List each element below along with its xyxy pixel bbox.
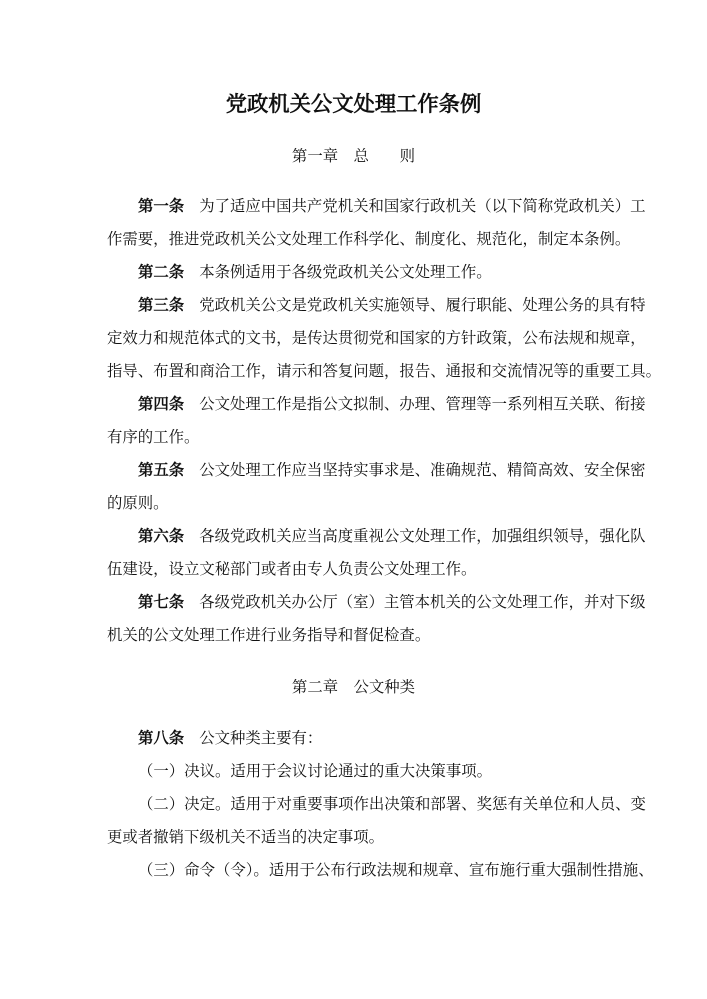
line-text: 党政机关公文是党政机关实施领导、履行职能、处理公务的具有特 (199, 296, 646, 314)
document-body (107, 140, 662, 887)
line-text: 伍建设，设立文秘部门或者由专人负责公文处理工作。 (107, 560, 477, 578)
text-line (107, 454, 646, 487)
text-line (107, 289, 646, 322)
article-label: 第二条 (138, 263, 185, 281)
text-line (107, 388, 646, 421)
article-paragraph (107, 388, 646, 454)
article-paragraph (107, 289, 662, 388)
text-line (107, 821, 600, 854)
article-paragraph (107, 256, 600, 289)
text-line (107, 553, 600, 586)
article-paragraph (107, 520, 646, 586)
document-title: 党政机关公文处理工作条例 (225, 92, 482, 117)
line-text: 公文种类主要有： (199, 729, 323, 747)
article-paragraph (107, 722, 600, 755)
text-line (107, 421, 600, 454)
article-label: 第六条 (138, 527, 185, 545)
article-label: 第一条 (138, 197, 185, 215)
line-text: （一）决议。适用于会议讨论通过的重大决策事项。 (138, 762, 492, 780)
text-line (107, 586, 646, 619)
line-text: 公文处理工作是指公文拟制、办理、管理等一系列相互关联、衔接 (199, 395, 646, 413)
article-label: 第四条 (138, 395, 185, 413)
text-line (107, 322, 646, 355)
line-text: （二）决定。适用于对重要事项作出决策和部署、奖惩有关单位和人员、变 (138, 795, 646, 813)
line-text: 为了适应中国共产党机关和国家行政机关（以下简称党政机关）工 (199, 197, 646, 215)
line-text: 的原则。 (107, 494, 169, 512)
text-line (107, 722, 600, 755)
line-text: 机关的公文处理工作进行业务指导和督促检查。 (107, 626, 431, 644)
text-line (107, 223, 631, 256)
text-line (107, 487, 600, 520)
article-label: 第五条 (138, 461, 185, 479)
article-label: 第八条 (138, 729, 185, 747)
line-text: 有序的工作。 (107, 428, 200, 446)
line-text: （三）命令（令）。适用于公布行政法规和规章、宣布施行重大强制性措施、 (138, 861, 654, 879)
chapter-heading: 第一章 总 则 (291, 147, 416, 165)
text-line (107, 854, 654, 887)
article-paragraph (107, 454, 646, 520)
list-item (107, 854, 654, 887)
text-line (107, 190, 646, 223)
line-text: 更或者撤销下级机关不适当的决定事项。 (107, 828, 385, 846)
text-line (107, 755, 600, 788)
line-text: 定效力和规范体式的文书，是传达贯彻党和国家的方针政策，公布法规和规章， (107, 329, 646, 347)
line-text: 公文处理工作应当坚持实事求是、准确规范、精简高效、安全保密 (199, 461, 646, 479)
article-paragraph (107, 190, 646, 256)
text-line (107, 788, 646, 821)
list-item (107, 788, 646, 854)
text-line (107, 619, 600, 652)
line-text: 本条例适用于各级党政机关公文处理工作。 (199, 263, 492, 281)
text-line (107, 520, 646, 553)
line-text: 各级党政机关应当高度重视公文处理工作，加强组织领导，强化队 (199, 527, 646, 545)
text-line (107, 355, 662, 388)
text-line (107, 256, 600, 289)
chapter-heading: 第二章 公文种类 (291, 678, 416, 696)
list-item (107, 755, 600, 788)
line-text: 指导、布置和商洽工作，请示和答复问题，报告、通报和交流情况等的重要工具。 (107, 362, 662, 380)
article-label: 第三条 (138, 296, 185, 314)
article-paragraph (107, 586, 646, 652)
line-text: 各级党政机关办公厅（室）主管本机关的公文处理工作，并对下级 (199, 593, 646, 611)
line-text: 作需要，推进党政机关公文处理工作科学化、制度化、规范化，制定本条例。 (107, 230, 631, 248)
article-label: 第七条 (138, 593, 185, 611)
